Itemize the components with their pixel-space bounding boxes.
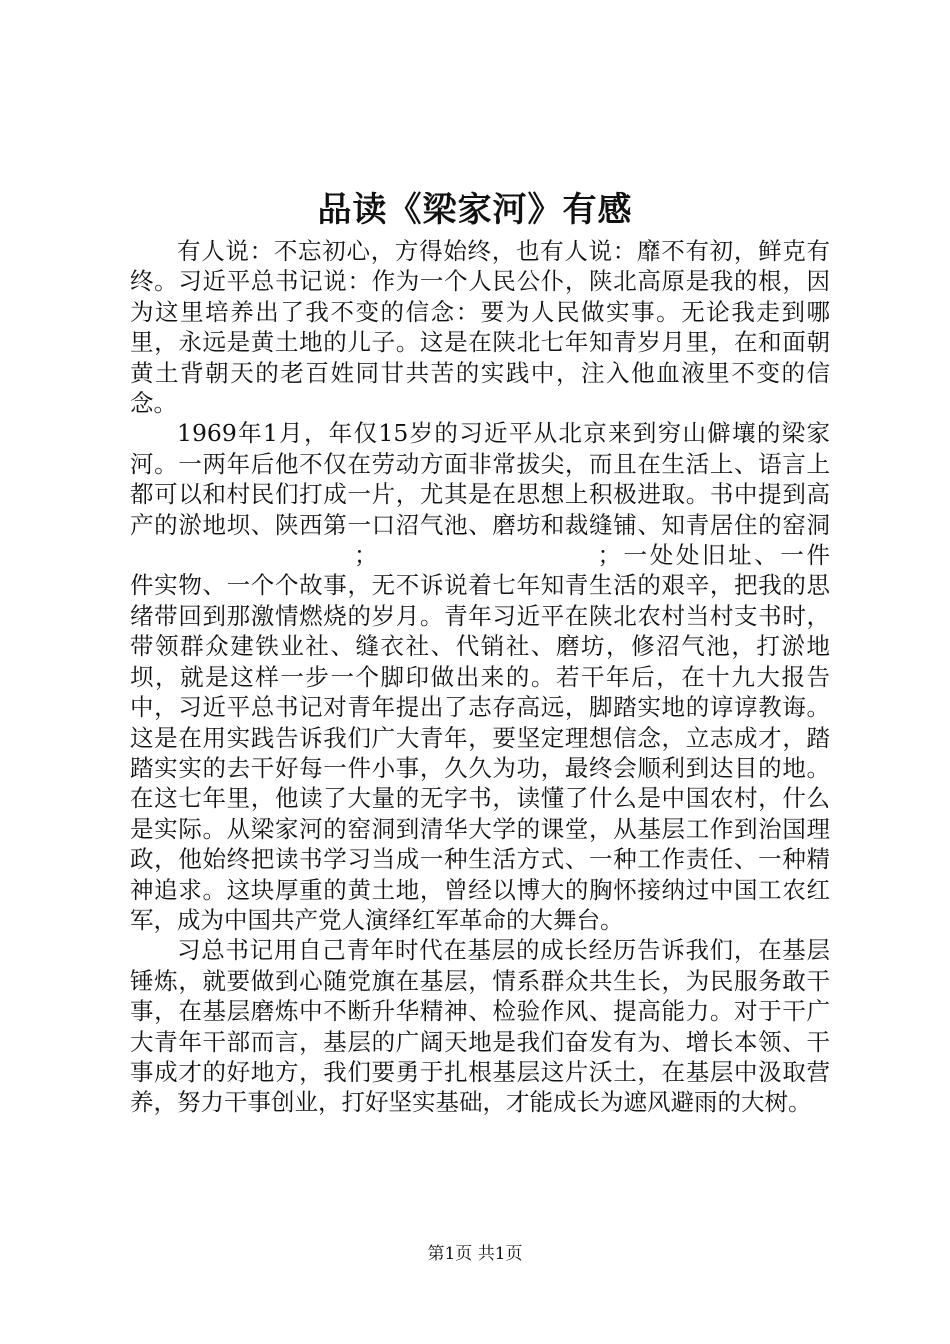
paragraph-2-part-2: ； [354, 541, 378, 570]
paragraph-3: 习总书记用自己青年时代在基层的成长经历告诉我们，在基层锤炼，就要做到心随党旗在基层，情系群众共生长，为民服务敢干事，在基层磨炼中不断升华精神、检验作风、提高能力。对于干广大青年干部而言，基层的广阔天地是我们奋发有为、增长本领、干事成才的好地方，我们要勇于扎根基层这片沃土，在基层中汲取营养，努力干事创业，打好坚实基础，才能成长为遮风避雨的大树。 [130, 936, 830, 1117]
page-footer: 第1页 共1页 [427, 1244, 523, 1264]
paragraph-1: 有人说：不忘初心，方得始终，也有人说：靡不有初，鲜克有终。习近平总书记说：作为一个人民公仆，陕北高原是我的根，因为这里培养出了我不变的信念：要为人民做实事。无论我走到哪里，永远是黄土地的儿子。这是在陕北七年知青岁月里，在和面朝黄土背朝天的老百姓同甘共苦的实践中，注入他血液里不变的信念。 [130, 237, 830, 418]
document-title: 品读《梁家河》有感 [317, 190, 633, 230]
paragraph-2-part-3: ；一处处旧址、一件件实物、一个个故事，无不诉说着七年知青生活的艰辛，把我的思绪带回到那激情燃烧的岁月。青年习近平在陕北农村当村支书时，带领群众建铁业社、缝衣社、代销社、磨坊，修沼气池，打淤地坝，就是这样一步一个脚印做出来的。若干年后，在十九大报告中，习近平总书记对青年提出了志存高远，脚踏实地的谆谆教诲。这是在用实践告诉我们广大青年，要坚定理想信念，立志成才，踏踏实实的去干好每一件小事，久久为功，最终会顺利到达目的地。在这七年里，他读了大量的无字书，读懂了什么是中国农村，什么是实际。从梁家河的窑洞到清华大学的课堂，从基层工作到治国理政，他始终把读书学习当成一种生活方式、一种工作责任、一种精神追求。这块厚重的黄土地，曾经以博大的胸怀接纳过中国工农红军，成为中国共产党人演绎红军革命的大舞台。 [130, 541, 830, 934]
paragraph-2 [130, 418, 830, 935]
document-body [130, 236, 830, 1118]
paragraph-2-part-1: 1969年1月，年仅15岁的习近平从北京来到穷山僻壤的梁家河。一两年后他不仅在劳动方面非常拔尖，而且在生活上、语言上都可以和村民们打成一片，尤其是在思想上积极进取。书中提到高产的淤地坝、陕西第一口沼气池、磨坊和裁缝铺、知青居住的窑洞 [130, 419, 830, 539]
